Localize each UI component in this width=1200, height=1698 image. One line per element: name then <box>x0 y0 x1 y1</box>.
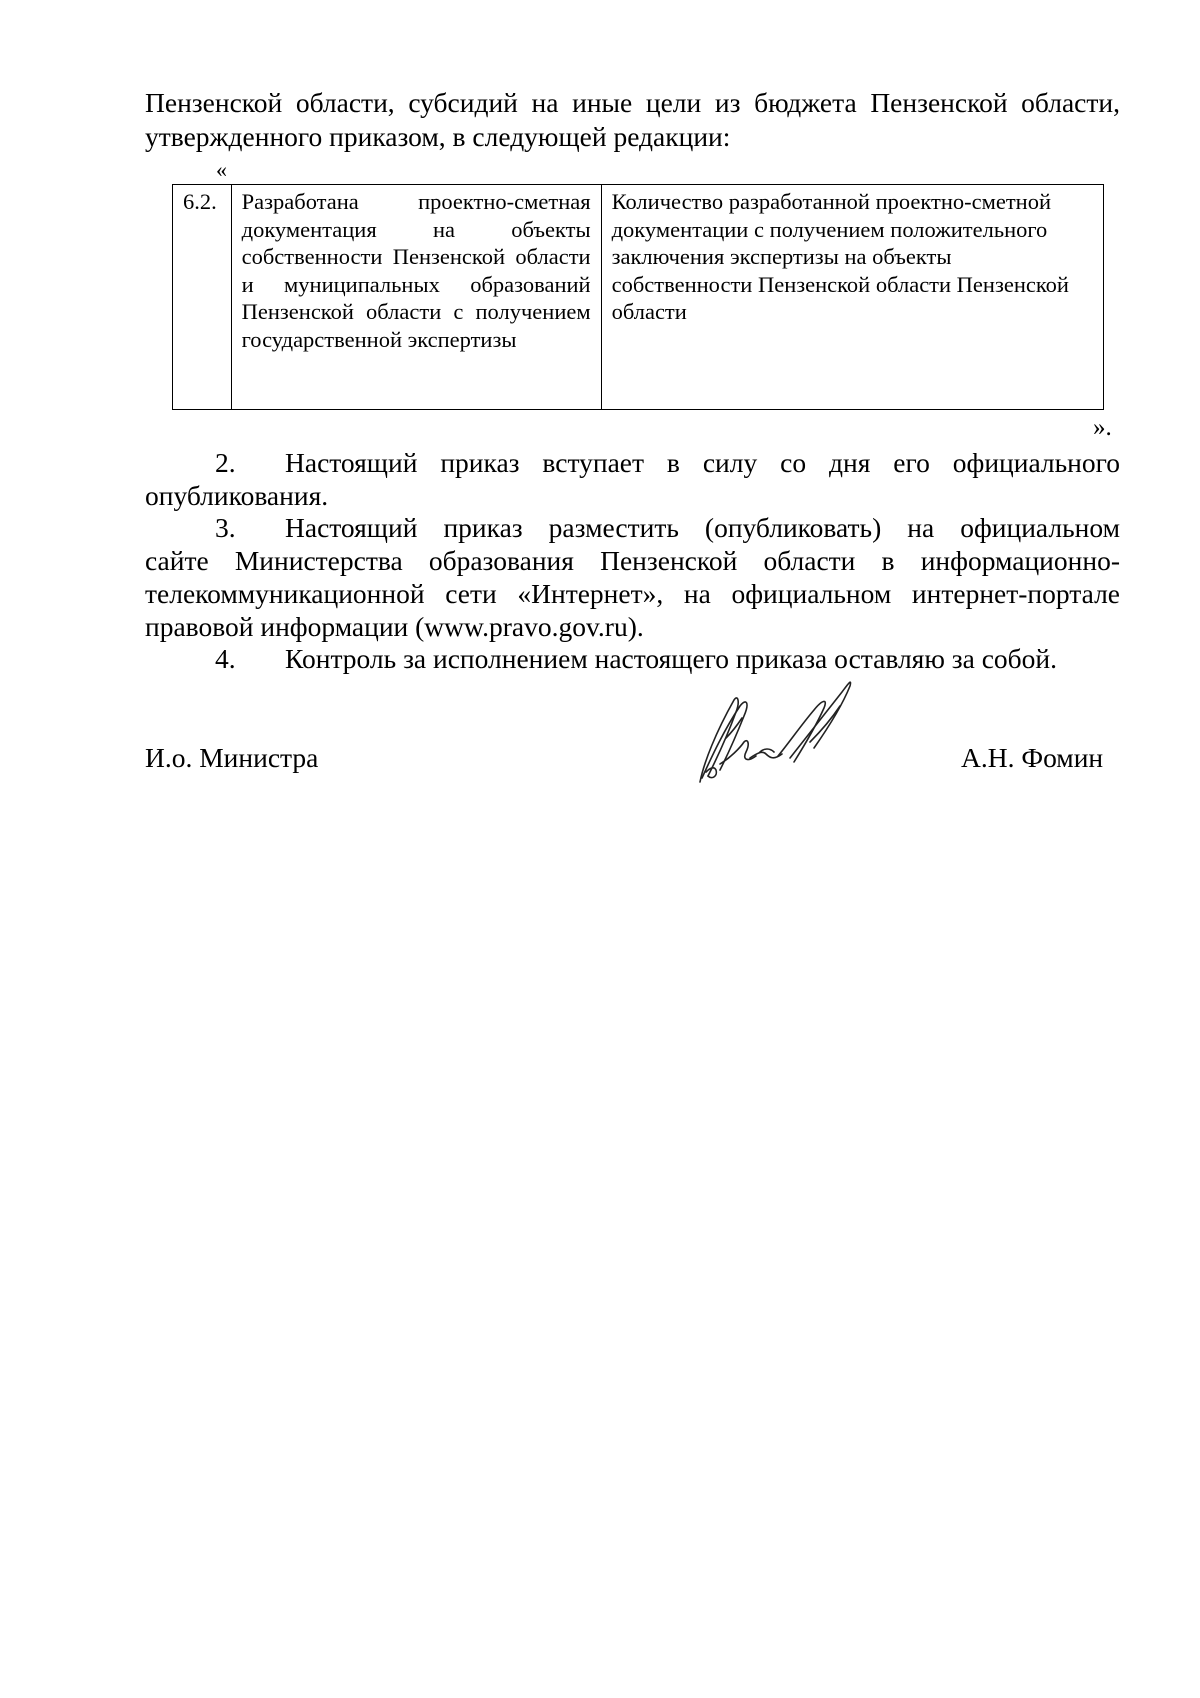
closing-quote-mark: ». <box>1093 414 1112 441</box>
intro-line-1: Пензенской области, субсидий на иные цели из бюджета Пензенской области, <box>145 87 1120 118</box>
signatory-position: И.о. Министра <box>145 742 319 773</box>
paragraph-number: 2. <box>215 447 236 478</box>
opening-quote-mark: « <box>216 157 227 182</box>
paragraph-number: 3. <box>215 512 236 543</box>
intro-line-2: утвержденного приказом, в следующей редакции: <box>145 121 731 152</box>
paragraph-text-rest: опубликования. <box>145 480 329 511</box>
paragraph-number: 4. <box>215 643 236 674</box>
paragraph-2 <box>145 446 1120 512</box>
paragraph-text-first: Контроль за исполнением настоящего приказа оставляю за собой. <box>285 643 1057 674</box>
paragraph-text-rest: сайте Министерства образования Пензенской области в информационно-телекоммуникационной сети «Интернет», на официальном интернет-портале правовой информации (www.pravo.gov.ru). <box>145 545 1120 642</box>
paragraph-text-first: Настоящий приказ вступает в силу со дня его официального <box>285 447 1120 478</box>
measure-cell: Количество разработанной проектно-сметной документации с получением положительного заключения экспертизы на объекты собственности Пензенской области Пензенской области <box>601 185 1103 410</box>
paragraph-text-first: Настоящий приказ разместить (опубликовать) на официальном <box>285 512 1120 543</box>
table-row <box>173 185 1104 410</box>
intro-paragraph <box>145 86 1120 154</box>
indicator-name-cell: Разработана проектно-сметная документация на объекты собственности Пензенской области и муниципальных образований Пензенской области с получением государственной экспертизы <box>231 185 601 410</box>
paragraph-3 <box>145 511 1120 643</box>
signatory-name: А.Н. Фомин <box>961 742 1104 773</box>
handwritten-signature <box>690 672 880 787</box>
indicator-table <box>172 184 1104 410</box>
row-number-cell: 6.2. <box>173 185 232 410</box>
paragraph-4 <box>145 642 1120 675</box>
